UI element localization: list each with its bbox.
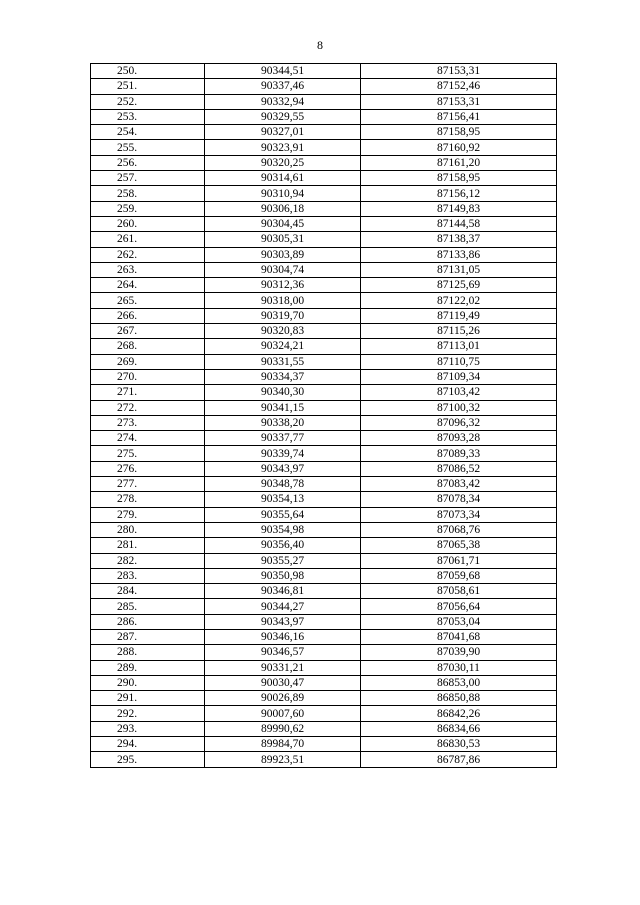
point-number-cell: 272. — [91, 400, 205, 415]
point-number-cell: 280. — [91, 522, 205, 537]
y-coordinate-cell: 86787,86 — [361, 752, 557, 767]
y-coordinate-cell: 87158,95 — [361, 125, 557, 140]
point-number-cell: 264. — [91, 278, 205, 293]
table-row — [91, 324, 557, 339]
y-coordinate-cell: 87096,32 — [361, 415, 557, 430]
table-row — [91, 201, 557, 216]
y-coordinate-cell: 87152,46 — [361, 79, 557, 94]
point-number-cell: 278. — [91, 492, 205, 507]
table-row — [91, 415, 557, 430]
x-coordinate-cell: 90329,55 — [205, 109, 361, 124]
point-number-cell: 257. — [91, 171, 205, 186]
point-number-cell: 292. — [91, 706, 205, 721]
point-number-cell: 288. — [91, 645, 205, 660]
x-coordinate-cell: 90324,21 — [205, 339, 361, 354]
y-coordinate-cell: 86842,26 — [361, 706, 557, 721]
x-coordinate-cell: 90331,21 — [205, 660, 361, 675]
table-row — [91, 706, 557, 721]
x-coordinate-cell: 90341,15 — [205, 400, 361, 415]
point-number-cell: 282. — [91, 553, 205, 568]
table-row — [91, 752, 557, 767]
y-coordinate-cell: 87093,28 — [361, 431, 557, 446]
x-coordinate-cell: 90327,01 — [205, 125, 361, 140]
x-coordinate-cell: 90338,20 — [205, 415, 361, 430]
table-row — [91, 553, 557, 568]
x-coordinate-cell: 90344,51 — [205, 64, 361, 79]
x-coordinate-cell: 90305,31 — [205, 232, 361, 247]
x-coordinate-cell: 90331,55 — [205, 354, 361, 369]
table-row — [91, 538, 557, 553]
point-number-cell: 295. — [91, 752, 205, 767]
table-row — [91, 721, 557, 736]
point-number-cell: 262. — [91, 247, 205, 262]
y-coordinate-cell: 87041,68 — [361, 629, 557, 644]
point-number-cell: 287. — [91, 629, 205, 644]
table-row — [91, 186, 557, 201]
table-row — [91, 660, 557, 675]
y-coordinate-cell: 87156,41 — [361, 109, 557, 124]
x-coordinate-cell: 90355,27 — [205, 553, 361, 568]
x-coordinate-cell: 90310,94 — [205, 186, 361, 201]
point-number-cell: 252. — [91, 94, 205, 109]
point-number-cell: 289. — [91, 660, 205, 675]
table-row — [91, 461, 557, 476]
y-coordinate-cell: 87061,71 — [361, 553, 557, 568]
x-coordinate-cell: 90030,47 — [205, 675, 361, 690]
table-row — [91, 232, 557, 247]
point-number-cell: 258. — [91, 186, 205, 201]
y-coordinate-cell: 87065,38 — [361, 538, 557, 553]
point-number-cell: 255. — [91, 140, 205, 155]
table-body — [91, 64, 557, 768]
x-coordinate-cell: 90343,97 — [205, 614, 361, 629]
x-coordinate-cell: 90303,89 — [205, 247, 361, 262]
y-coordinate-cell: 87122,02 — [361, 293, 557, 308]
point-number-cell: 285. — [91, 599, 205, 614]
table-row — [91, 308, 557, 323]
table-row — [91, 140, 557, 155]
y-coordinate-cell: 87073,34 — [361, 507, 557, 522]
point-number-cell: 251. — [91, 79, 205, 94]
table-row — [91, 614, 557, 629]
y-coordinate-cell: 86834,66 — [361, 721, 557, 736]
y-coordinate-cell: 87158,95 — [361, 171, 557, 186]
table-row — [91, 737, 557, 752]
y-coordinate-cell: 87100,32 — [361, 400, 557, 415]
table-row — [91, 645, 557, 660]
table-row — [91, 400, 557, 415]
y-coordinate-cell: 87125,69 — [361, 278, 557, 293]
x-coordinate-cell: 90355,64 — [205, 507, 361, 522]
x-coordinate-cell: 90343,97 — [205, 461, 361, 476]
table-row — [91, 339, 557, 354]
point-number-cell: 260. — [91, 216, 205, 231]
y-coordinate-cell: 87053,04 — [361, 614, 557, 629]
x-coordinate-cell: 90354,98 — [205, 522, 361, 537]
x-coordinate-cell: 90332,94 — [205, 94, 361, 109]
point-number-cell: 271. — [91, 385, 205, 400]
point-number-cell: 267. — [91, 324, 205, 339]
x-coordinate-cell: 90356,40 — [205, 538, 361, 553]
x-coordinate-cell: 89923,51 — [205, 752, 361, 767]
table-row — [91, 155, 557, 170]
table-row — [91, 522, 557, 537]
y-coordinate-cell: 87086,52 — [361, 461, 557, 476]
table-row — [91, 216, 557, 231]
x-coordinate-cell: 90318,00 — [205, 293, 361, 308]
point-number-cell: 269. — [91, 354, 205, 369]
x-coordinate-cell: 90354,13 — [205, 492, 361, 507]
y-coordinate-cell: 87115,26 — [361, 324, 557, 339]
x-coordinate-cell: 90319,70 — [205, 308, 361, 323]
y-coordinate-cell: 87138,37 — [361, 232, 557, 247]
point-number-cell: 254. — [91, 125, 205, 140]
point-number-cell: 263. — [91, 262, 205, 277]
y-coordinate-cell: 87161,20 — [361, 155, 557, 170]
y-coordinate-cell: 87153,31 — [361, 94, 557, 109]
y-coordinate-cell: 86850,88 — [361, 691, 557, 706]
table-row — [91, 584, 557, 599]
point-number-cell: 259. — [91, 201, 205, 216]
y-coordinate-cell: 87109,34 — [361, 369, 557, 384]
table-row — [91, 354, 557, 369]
page-number: 8 — [317, 38, 323, 52]
y-coordinate-cell: 87083,42 — [361, 477, 557, 492]
y-coordinate-cell: 87058,61 — [361, 584, 557, 599]
point-number-cell: 281. — [91, 538, 205, 553]
point-number-cell: 290. — [91, 675, 205, 690]
table-row — [91, 599, 557, 614]
table-row — [91, 568, 557, 583]
x-coordinate-cell: 90346,57 — [205, 645, 361, 660]
x-coordinate-cell: 90320,25 — [205, 155, 361, 170]
point-number-cell: 273. — [91, 415, 205, 430]
point-number-cell: 275. — [91, 446, 205, 461]
y-coordinate-cell: 87110,75 — [361, 354, 557, 369]
point-number-cell: 261. — [91, 232, 205, 247]
y-coordinate-cell: 87039,90 — [361, 645, 557, 660]
y-coordinate-cell: 87103,42 — [361, 385, 557, 400]
x-coordinate-cell: 89984,70 — [205, 737, 361, 752]
x-coordinate-cell: 90314,61 — [205, 171, 361, 186]
y-coordinate-cell: 87089,33 — [361, 446, 557, 461]
table-row — [91, 64, 557, 79]
x-coordinate-cell: 90346,81 — [205, 584, 361, 599]
y-coordinate-cell: 87131,05 — [361, 262, 557, 277]
y-coordinate-cell: 87113,01 — [361, 339, 557, 354]
point-number-cell: 274. — [91, 431, 205, 446]
table-row — [91, 507, 557, 522]
point-number-cell: 291. — [91, 691, 205, 706]
x-coordinate-cell: 90337,46 — [205, 79, 361, 94]
point-number-cell: 266. — [91, 308, 205, 323]
x-coordinate-cell: 90344,27 — [205, 599, 361, 614]
table-row — [91, 675, 557, 690]
x-coordinate-cell: 90337,77 — [205, 431, 361, 446]
table-row — [91, 293, 557, 308]
point-number-cell: 283. — [91, 568, 205, 583]
coordinates-table — [90, 63, 557, 768]
y-coordinate-cell: 87056,64 — [361, 599, 557, 614]
table-row — [91, 262, 557, 277]
y-coordinate-cell: 86853,00 — [361, 675, 557, 690]
x-coordinate-cell: 90306,18 — [205, 201, 361, 216]
table-row — [91, 629, 557, 644]
y-coordinate-cell: 87153,31 — [361, 64, 557, 79]
x-coordinate-cell: 90026,89 — [205, 691, 361, 706]
table-row — [91, 278, 557, 293]
point-number-cell: 294. — [91, 737, 205, 752]
x-coordinate-cell: 90334,37 — [205, 369, 361, 384]
point-number-cell: 268. — [91, 339, 205, 354]
x-coordinate-cell: 90340,30 — [205, 385, 361, 400]
y-coordinate-cell: 87059,68 — [361, 568, 557, 583]
table-row — [91, 385, 557, 400]
y-coordinate-cell: 87119,49 — [361, 308, 557, 323]
x-coordinate-cell: 89990,62 — [205, 721, 361, 736]
table-row — [91, 109, 557, 124]
point-number-cell: 270. — [91, 369, 205, 384]
point-number-cell: 293. — [91, 721, 205, 736]
x-coordinate-cell: 90339,74 — [205, 446, 361, 461]
x-coordinate-cell: 90304,45 — [205, 216, 361, 231]
table-row — [91, 691, 557, 706]
y-coordinate-cell: 86830,53 — [361, 737, 557, 752]
point-number-cell: 250. — [91, 64, 205, 79]
point-number-cell: 284. — [91, 584, 205, 599]
table-row — [91, 247, 557, 262]
table-row — [91, 79, 557, 94]
point-number-cell: 265. — [91, 293, 205, 308]
table-row — [91, 477, 557, 492]
table-row — [91, 492, 557, 507]
point-number-cell: 286. — [91, 614, 205, 629]
y-coordinate-cell: 87156,12 — [361, 186, 557, 201]
x-coordinate-cell: 90007,60 — [205, 706, 361, 721]
x-coordinate-cell: 90312,36 — [205, 278, 361, 293]
x-coordinate-cell: 90320,83 — [205, 324, 361, 339]
point-number-cell: 253. — [91, 109, 205, 124]
table-row — [91, 94, 557, 109]
y-coordinate-cell: 87133,86 — [361, 247, 557, 262]
y-coordinate-cell: 87068,76 — [361, 522, 557, 537]
point-number-cell: 277. — [91, 477, 205, 492]
point-number-cell: 276. — [91, 461, 205, 476]
table-row — [91, 369, 557, 384]
x-coordinate-cell: 90346,16 — [205, 629, 361, 644]
y-coordinate-cell: 87030,11 — [361, 660, 557, 675]
x-coordinate-cell: 90348,78 — [205, 477, 361, 492]
table-row — [91, 171, 557, 186]
y-coordinate-cell: 87144,58 — [361, 216, 557, 231]
table-row — [91, 446, 557, 461]
y-coordinate-cell: 87160,92 — [361, 140, 557, 155]
x-coordinate-cell: 90350,98 — [205, 568, 361, 583]
point-number-cell: 279. — [91, 507, 205, 522]
table-row — [91, 125, 557, 140]
table-row — [91, 431, 557, 446]
point-number-cell: 256. — [91, 155, 205, 170]
x-coordinate-cell: 90304,74 — [205, 262, 361, 277]
x-coordinate-cell: 90323,91 — [205, 140, 361, 155]
y-coordinate-cell: 87078,34 — [361, 492, 557, 507]
y-coordinate-cell: 87149,83 — [361, 201, 557, 216]
